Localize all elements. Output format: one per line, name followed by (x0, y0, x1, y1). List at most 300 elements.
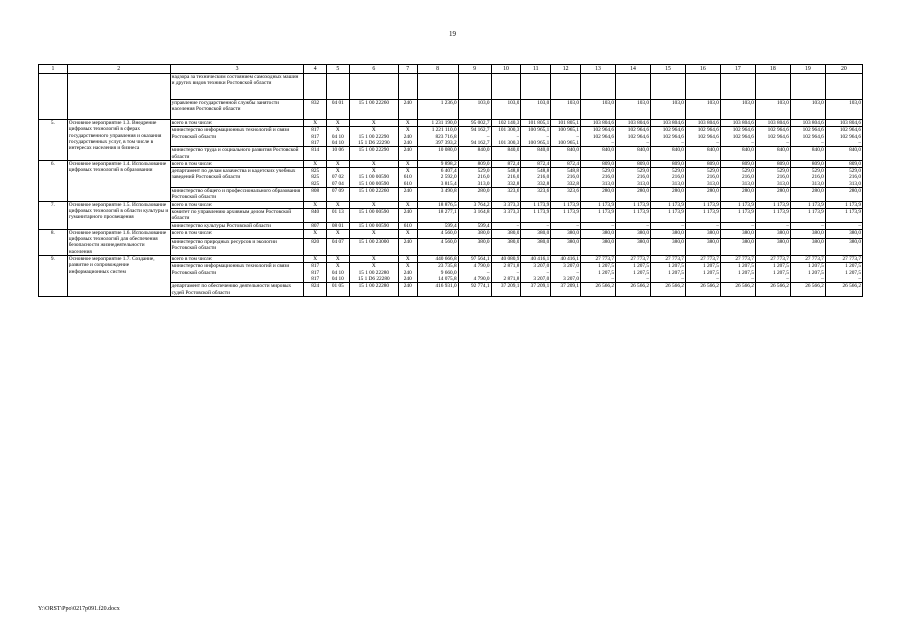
value-line: 809,0 (811, 160, 824, 167)
value-line: 1 207,5 (703, 263, 719, 270)
value-cell-col-8 (417, 263, 458, 283)
value-line: 04 10 (331, 139, 344, 146)
value-line: 103 804,6 (802, 120, 824, 127)
table-body (39, 65, 863, 297)
value-cell-col-20 (825, 127, 862, 147)
value-line: X (405, 263, 410, 270)
value-line: – (751, 222, 754, 229)
value-cell-col-9 (458, 100, 491, 120)
value-cell-col-5 (327, 188, 350, 202)
value-cell-col-15 (650, 100, 685, 120)
value-line: – (716, 275, 719, 282)
value-cell-col-6 (349, 256, 398, 263)
value-line: 102 964,6 (592, 127, 615, 134)
value-line: 07 04 (331, 180, 344, 187)
value-line: 240 (403, 208, 412, 215)
value-line: 380,0 (672, 229, 684, 236)
value-line: 2 871,8 (503, 275, 520, 282)
executor: департамент по делам казачества и кадетских учебных заведений Ростовской области (170, 168, 304, 188)
value-cell-col-10 (491, 188, 521, 202)
value-cell-col-11 (521, 222, 551, 229)
value-line: 380,0 (776, 229, 789, 236)
value-cell-col-18 (755, 229, 790, 238)
value-cell-col-12 (551, 263, 581, 283)
column-number-15: 15 (650, 65, 685, 74)
value-line: 04 10 (331, 275, 344, 282)
value-line: 529,0 (602, 168, 615, 175)
value-line: 102 964,6 (627, 127, 649, 134)
column-number-8: 8 (417, 65, 458, 74)
value-line: X (371, 263, 376, 270)
value-cell-col-16 (685, 283, 720, 297)
value-line: X (371, 256, 376, 263)
value-line: 313,0 (811, 180, 824, 187)
value-line: 9 660,0 (440, 269, 457, 276)
value-cell-col-4 (304, 283, 327, 297)
value-line: 1 207,5 (845, 269, 861, 276)
value-line: 240 (403, 100, 412, 107)
value-line: 216,0 (602, 174, 615, 181)
value-cell-col-8 (417, 100, 458, 120)
value-cell-col-15 (650, 127, 685, 147)
executor: всего в том числе: (170, 120, 304, 127)
value-line: 440 666,8 (435, 256, 457, 263)
value-cell-col-6 (349, 263, 398, 283)
value-cell-col-4 (304, 147, 327, 161)
value-line: 1 173,9 (563, 208, 580, 215)
value-cell-col-14 (616, 222, 651, 229)
value-line: 1 207,5 (807, 263, 824, 270)
value-line: 1 207,5 (633, 269, 649, 276)
value-cell-col-5 (327, 201, 350, 208)
value-line: 529,0 (741, 168, 754, 175)
value-line: X (405, 120, 410, 127)
value-cell-col-12 (551, 208, 581, 222)
value-cell-col-15 (650, 263, 685, 283)
value-line: 1 173,9 (563, 201, 580, 208)
value-line: 872,4 (567, 160, 580, 167)
value-cell-col-14 (616, 229, 651, 238)
value-cell-col-17 (720, 263, 755, 283)
footer-file-path: Y:\ORST\Ppo\0217p091.f20.docx (38, 606, 120, 612)
value-cell-col-13 (581, 229, 616, 238)
value-line: 4 560,0 (440, 238, 457, 245)
value-cell-col-15 (650, 238, 685, 255)
value-line: 27 773,7 (630, 256, 649, 263)
value-line: 809,0 (849, 160, 861, 167)
table-row (39, 229, 863, 238)
column-number-9: 9 (458, 65, 491, 74)
value-line: 380,0 (477, 229, 490, 236)
value-cell-col-8 (417, 283, 458, 297)
value-line: – (576, 269, 580, 276)
table-row (39, 201, 863, 208)
value-cell-col-13 (581, 238, 616, 255)
value-cell-col-19 (790, 168, 825, 188)
value-cell-col-12 (551, 147, 581, 161)
value-line: X (405, 160, 410, 167)
value-line: 3 207,0 (533, 263, 550, 270)
value-line: 40 416,1 (560, 256, 580, 263)
value-cell-col-5 (327, 147, 350, 161)
executor: всего в том числе: (170, 256, 304, 263)
executor: министерство информационных технологий и связи Ростовской области (170, 263, 304, 283)
value-cell-col-18 (755, 100, 790, 120)
value-cell-col-19 (790, 147, 825, 161)
value-line: 95 002,7 (471, 120, 490, 127)
value-line: 807 (311, 222, 320, 229)
value-cell-col-11 (521, 188, 551, 202)
value-cell-col-7 (399, 201, 418, 208)
value-cell-col-11 (521, 127, 551, 147)
value-line: 103,0 (849, 100, 861, 107)
value-line: 102 964,6 (839, 133, 861, 140)
row-number: 7. (39, 201, 68, 229)
value-cell-col-14 (616, 120, 651, 127)
value-line: 529,0 (477, 168, 490, 175)
value-line: X (405, 201, 410, 208)
value-line: 809,0 (741, 160, 754, 167)
value-line: 380,0 (707, 238, 719, 245)
value-line: 840,0 (637, 147, 649, 154)
column-number-14: 14 (616, 65, 651, 74)
value-cell-col-4 (304, 208, 327, 222)
value-line: 840 (311, 208, 320, 215)
value-cell-col-9 (458, 238, 491, 255)
column-number-19: 19 (790, 65, 825, 74)
value-line: 1 173,9 (738, 208, 754, 215)
value-line: 840,0 (707, 147, 719, 154)
value-line: X (335, 160, 340, 167)
value-cell-col-19 (790, 188, 825, 202)
value-cell-col-16 (685, 201, 720, 208)
value-cell-col-14 (616, 263, 651, 283)
column-number-6: 6 (349, 65, 398, 74)
value-line: 1 173,9 (807, 208, 824, 215)
value-line: X (335, 168, 340, 175)
value-cell-col-20 (825, 160, 862, 167)
value-cell-col-6 (349, 188, 398, 202)
value-line: 380,0 (776, 238, 789, 245)
value-cell-col-10 (491, 263, 521, 283)
value-line: 313,0 (477, 180, 490, 187)
value-line: 15 1 D6 22280 (357, 275, 390, 282)
value-line: 04 01 (331, 100, 344, 107)
value-line: – (821, 275, 824, 282)
value-cell-col-14 (616, 147, 651, 161)
value-line: 380,0 (567, 229, 580, 236)
value-cell-col-18 (755, 120, 790, 127)
value-line: 01 05 (331, 283, 344, 290)
value-line: X (371, 120, 376, 127)
value-cell-col-20 (825, 201, 862, 208)
value-line: 97 564,1 (471, 256, 490, 263)
value-line: 08 01 (331, 222, 344, 229)
value-cell-col-15 (650, 168, 685, 188)
value-cell-col-13 (581, 127, 616, 147)
value-line: 102 964,6 (662, 133, 684, 140)
value-line: 1 173,9 (845, 201, 861, 208)
value-line: 103,0 (602, 100, 615, 107)
value-line: – (646, 139, 649, 146)
value-line: 15 1 00 00590 (358, 180, 390, 187)
value-line: 809,0 (707, 160, 719, 167)
value-line: 1 173,9 (703, 201, 719, 208)
value-line: 380,0 (602, 238, 615, 245)
value-cell-col-9 (458, 74, 491, 100)
table-row (39, 160, 863, 167)
value-line: 1 173,9 (668, 208, 684, 215)
value-line: 103,0 (477, 100, 490, 107)
value-cell-col-19 (790, 201, 825, 208)
value-cell-col-16 (685, 74, 720, 100)
value-cell-col-10 (491, 74, 521, 100)
value-cell-col-10 (491, 201, 521, 208)
table-row (39, 256, 863, 263)
activity-name: Основное мероприятие 1.4. Использование цифровых технологий в образовании (67, 160, 170, 201)
value-line: – (786, 139, 789, 146)
value-cell-col-16 (685, 208, 720, 222)
value-cell-col-12 (551, 74, 581, 100)
value-line: – (516, 222, 520, 229)
value-cell-col-16 (685, 100, 720, 120)
value-line: 529,0 (707, 168, 719, 175)
value-cell-col-15 (650, 188, 685, 202)
value-cell-col-18 (755, 127, 790, 147)
value-cell-col-11 (521, 283, 551, 297)
value-cell-col-5 (327, 127, 350, 147)
executor: министерство культуры Ростовской области (170, 222, 304, 229)
value-cell-col-10 (491, 127, 521, 147)
value-line: – (646, 275, 649, 282)
value-cell-col-6 (349, 208, 398, 222)
page-number: 19 (449, 30, 456, 38)
value-line: 280,0 (602, 188, 615, 195)
value-line: 94 162,7 (471, 127, 490, 134)
value-cell-col-6 (349, 283, 398, 297)
value-line: 1 207,5 (598, 263, 615, 270)
value-cell-col-9 (458, 222, 491, 229)
value-line: 548,8 (537, 168, 550, 175)
value-line: 26 566,2 (665, 283, 684, 290)
value-line: 101 805,1 (557, 120, 580, 127)
value-line: 9 898,2 (440, 160, 457, 167)
value-line: 823 716,8 (435, 133, 457, 140)
value-cell-col-16 (685, 120, 720, 127)
value-line: 1 207,5 (807, 269, 824, 276)
value-line: 840,0 (537, 147, 550, 154)
column-number-12: 12 (551, 65, 581, 74)
value-line: 102 140,3 (498, 120, 520, 127)
value-line: 15 1 00 00590 (358, 222, 390, 229)
value-line: 817 (311, 139, 320, 146)
value-line: 101 805,1 (528, 120, 550, 127)
value-cell-col-8 (417, 229, 458, 238)
executor: министерство природных ресурсов и экологии Ростовской области (170, 238, 304, 255)
value-cell-col-18 (755, 263, 790, 283)
value-cell-col-16 (685, 222, 720, 229)
value-line: 817 (311, 263, 320, 270)
value-cell-col-8 (417, 256, 458, 263)
value-line: 37 209,1 (530, 283, 550, 290)
value-line: 380,0 (849, 229, 861, 236)
value-cell-col-12 (551, 168, 581, 188)
value-line: X (313, 160, 318, 167)
value-line: 1 207,5 (668, 263, 684, 270)
value-cell-col-13 (581, 74, 616, 100)
value-cell-col-7 (399, 100, 418, 120)
value-line: 380,0 (741, 238, 754, 245)
value-cell-col-16 (685, 160, 720, 167)
value-cell-col-17 (720, 256, 755, 263)
value-line: 280,0 (637, 188, 649, 195)
executor: всего в том числе: (170, 201, 304, 208)
budget-table-container (38, 64, 863, 297)
value-line: – (716, 222, 719, 229)
executor: всего в том числе: (170, 229, 304, 238)
value-line: 216,0 (637, 174, 649, 181)
value-line: 216,0 (507, 174, 520, 181)
value-cell-col-8 (417, 208, 458, 222)
value-line: – (681, 275, 684, 282)
value-cell-col-17 (720, 74, 755, 100)
value-cell-col-7 (399, 256, 418, 263)
value-line: X (335, 229, 340, 236)
value-line: 280,0 (811, 188, 824, 195)
value-line: X (335, 127, 340, 134)
value-cell-col-7 (399, 74, 418, 100)
value-line: 840,0 (567, 147, 580, 154)
value-line: 103 804,6 (732, 120, 754, 127)
value-line: 101 300,3 (498, 127, 520, 134)
value-cell-col-7 (399, 168, 418, 188)
value-line: – (751, 139, 754, 146)
value-line: 15 1 00 22280 (358, 283, 390, 290)
value-line: 102 964,6 (839, 127, 861, 134)
value-line: 216,0 (776, 174, 789, 181)
value-cell-col-13 (581, 283, 616, 297)
value-line: 103,0 (672, 100, 684, 107)
value-line: X (405, 168, 410, 175)
value-line: 817 (311, 269, 320, 276)
value-cell-col-14 (616, 201, 651, 208)
value-cell-col-6 (349, 168, 398, 188)
value-cell-col-19 (790, 283, 825, 297)
value-cell-col-9 (458, 201, 491, 208)
value-cell-col-18 (755, 160, 790, 167)
value-line: 2 592,0 (440, 174, 457, 181)
value-line: 4 560,0 (440, 229, 457, 236)
value-cell-col-13 (581, 222, 616, 229)
value-cell-col-10 (491, 160, 521, 167)
value-line: 04 10 (331, 269, 344, 276)
value-cell-col-6 (349, 147, 398, 161)
value-line: 216,0 (567, 174, 580, 181)
value-line: 15 1 00 00590 (358, 174, 390, 181)
value-cell-col-11 (521, 120, 551, 127)
value-line: 817 (311, 133, 320, 140)
column-number-2: 2 (67, 65, 170, 74)
value-line: 26 566,2 (842, 283, 861, 290)
value-line: 10 06 (331, 147, 344, 154)
value-line: 1 207,5 (845, 263, 861, 270)
value-line: 27 773,7 (805, 256, 824, 263)
value-cell-col-4 (304, 100, 327, 120)
value-line: 809,0 (602, 160, 615, 167)
value-line: – (576, 133, 580, 140)
value-line: 4 790,0 (473, 263, 490, 270)
value-cell-col-15 (650, 147, 685, 161)
value-cell-col-13 (581, 147, 616, 161)
value-line: 820 (311, 238, 320, 245)
value-line: 103,0 (567, 100, 580, 107)
value-cell-col-4 (304, 127, 327, 147)
value-line: 280,0 (741, 188, 754, 195)
value-line: 529,0 (776, 168, 789, 175)
value-line: 01 13 (331, 208, 344, 215)
value-line: 216,0 (849, 174, 861, 181)
value-cell-col-4 (304, 222, 327, 229)
value-line: 216,0 (707, 174, 719, 181)
value-cell-col-8 (417, 188, 458, 202)
value-cell-col-4 (304, 263, 327, 283)
value-cell-col-6 (349, 74, 398, 100)
value-line: 1 207,5 (598, 269, 615, 276)
value-cell-col-8 (417, 147, 458, 161)
value-cell-col-18 (755, 238, 790, 255)
value-line: 380,0 (477, 238, 490, 245)
value-cell-col-4 (304, 201, 327, 208)
value-line: 416 931,0 (435, 283, 457, 290)
value-line: 380,0 (507, 229, 520, 236)
value-line: 332,8 (537, 180, 550, 187)
column-number-13: 13 (581, 65, 616, 74)
value-cell-col-8 (417, 127, 458, 147)
value-line: 04 10 (331, 133, 344, 140)
value-line: 313,0 (672, 180, 684, 187)
value-line: 840,0 (672, 147, 684, 154)
value-line: 100 965,1 (557, 127, 580, 134)
value-line: 94 162,7 (471, 139, 490, 146)
value-cell-col-6 (349, 222, 398, 229)
column-number-10: 10 (491, 65, 521, 74)
value-line: 840,0 (811, 147, 824, 154)
value-line: 102 964,6 (592, 133, 615, 140)
value-cell-col-5 (327, 100, 350, 120)
value-line: 3 490,8 (440, 188, 457, 195)
value-cell-col-5 (327, 160, 350, 167)
value-line: 809,0 (672, 160, 684, 167)
value-cell-col-13 (581, 201, 616, 208)
value-cell-col-5 (327, 263, 350, 283)
column-number-3: 3 (170, 65, 304, 74)
value-line: 40 416,1 (530, 256, 550, 263)
value-line: 809,0 (776, 160, 789, 167)
value-cell-col-19 (790, 127, 825, 147)
value-line: 102 964,6 (662, 127, 684, 134)
value-cell-col-19 (790, 256, 825, 263)
value-line: 101 300,3 (498, 139, 520, 146)
value-cell-col-17 (720, 147, 755, 161)
value-line: 380,0 (637, 238, 649, 245)
value-line: 3 207,0 (533, 275, 550, 282)
value-cell-col-7 (399, 147, 418, 161)
value-cell-col-20 (825, 238, 862, 255)
value-cell-col-5 (327, 229, 350, 238)
value-cell-col-4 (304, 160, 327, 167)
value-cell-col-14 (616, 238, 651, 255)
value-line: X (371, 201, 376, 208)
